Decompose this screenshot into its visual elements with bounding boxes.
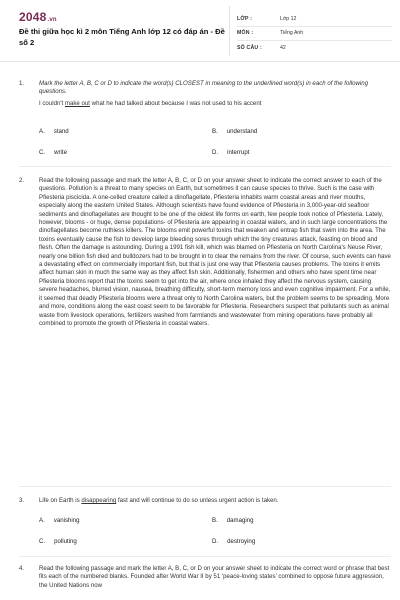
header-divider [229,6,230,56]
option-label: B. [212,517,218,524]
option-text: destroying [227,538,256,545]
option-text: vanishing [53,517,80,524]
stem-text: I couldn't [39,99,65,107]
option-a[interactable] [39,128,69,135]
meta-divider [237,40,392,41]
question-number: 3. [19,497,25,504]
question-instruction: Mark the letter A, B, C or D to indicate the word(s) CLOSEST in meaning to the underlined word(s) in each of the following questions. [39,80,368,96]
option-d[interactable] [212,149,249,156]
question-number: 2. [19,177,25,184]
option-c[interactable] [39,538,77,545]
meta-subject-value: Tiếng Anh [280,30,304,36]
question-divider [19,486,391,487]
page-title: Đề thi giữa học kì 2 môn Tiếng Anh lớp 12 có đáp án - Đề số 2 [19,27,225,47]
stem-text: fast and will continue to do so unless urgent action is taken. [116,497,279,504]
option-a[interactable] [39,517,80,524]
question-divider [19,166,391,167]
option-d[interactable] [212,538,255,545]
option-text: polluting [54,538,77,545]
stem-text: Life on Earth is [39,497,82,504]
option-text: understand [226,128,258,135]
question-stem [39,497,391,505]
option-text: stand [53,128,69,135]
option-b[interactable] [212,517,254,524]
site-logo[interactable] [19,10,57,24]
reading-passage: Read the following passage and mark the letter A, B, C, or D on your answer sheet to indicate the correct word or phrase that best fits each of the numbered blanks. Founded after World War II by 51 'peace-loving states' combined to oppose future aggression, the United Nations now [39,565,390,589]
meta-class-key: LỚP : [237,16,253,22]
question-divider [19,556,391,557]
option-label: D. [212,538,219,545]
option-label: D. [212,149,219,156]
option-label: A. [39,128,45,135]
option-label: C. [39,149,46,156]
option-c[interactable] [39,149,67,156]
stem-text: what he had talked about because I was not used to his accent [89,99,262,107]
option-b[interactable] [212,128,257,135]
logo-text: 2048 [19,10,47,24]
option-label: C. [39,538,46,545]
meta-count-value: 42 [280,45,286,51]
option-text: interrupt [227,149,250,156]
stem-underlined: disappearing [81,497,117,504]
meta-divider [237,26,392,27]
meta-subject-key: MÔN : [237,30,254,36]
meta-count-key: SỐ CÂU : [237,45,262,51]
question-stem [39,100,391,108]
question-number: 1. [19,80,25,87]
page-header [0,0,400,62]
meta-class-value: Lớp 12 [280,16,297,22]
reading-passage: Read the following passage and mark the letter A, B, C, or D on your answer sheet to indicate the correct answer to each of the questions. Pollution is a threat to many species on Earth, but sometimes it can cause species to thrive. Such is the case with Pfiesteria piscicida. A one-celled creature called a dinoflagellate, Pfiesteria inhabits warm coastal areas and river mouths, especially along the eastern United States. Although scientists have found evidence of Pfiesteria in 3,000-year-old seafloor sediments and dinoflagellates are thought to be one of the oldest life forms on earth, few people took notice of Pfiesteria. Lately, however, blooms - or huge, dense populations- of Pfiesteria are appearing in coastal waters, and in such large concentrations the dinoflagellates become ruthless killers. The blooms emit powerful toxins that weaken and entrap fish that swim into the area. The toxins eventually cause the fish to develop large bleeding sores through which the tiny creatures attack, feasting on blood and flesh. Often the damage is astounding. During a 1991 fish kill, which was blamed on Pfiesteria on North Carolina's Neuse River, nearly one billion fish died and bulldozers had to be brought in to clear the remains from the river. Of course, such events can have a devastating effect on commercially important fish, but that is just one way that Pfiesteria causes problems. The toxins it emits affect human skin in much the same way as they affect fish skin. Additionally, fishermen and others who have spent time near Pfiesteria blooms report that the toxins seem to get into the air, where once inhaled they affect the nervous system, causing severe headaches, blurred vision, nausea, breathing difficulty, short-term memory loss and even cognitive impairment. For a while, it seemed that deadly Pfiesteria blooms were a threat only to North Carolina waters, but the problem seems to be spreading. More and more, conditions along the east coast seem to be favorable for Pfiesteria. Researchers suspect that pollutants such as animal waste from livestock operations, fertilizers washed from farmlands and wastewater from mining operations have probably all combined to promote the growth of Pfiesteria in coastal waters. [39,177,391,327]
option-text: damaging [226,517,254,524]
logo-suffix: .vn [47,17,57,23]
stem-underlined: make out [64,99,90,107]
option-label: A. [39,517,45,524]
question-number: 4. [19,565,25,572]
option-label: B. [212,128,218,135]
option-text: write [54,149,67,156]
